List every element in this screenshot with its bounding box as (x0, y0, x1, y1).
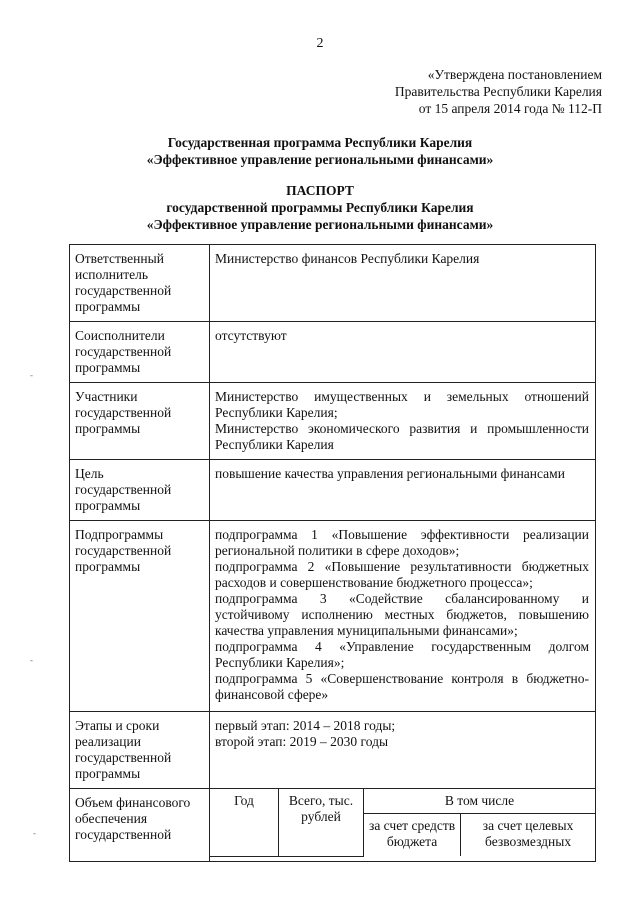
row-label-responsible: Ответственный исполнитель государственной программы (70, 245, 210, 322)
passport-title-line-1: ПАСПОРТ (286, 183, 354, 198)
page-number: 2 (316, 36, 324, 51)
row-value-responsible (210, 245, 596, 322)
finance-header-total: Всего, тыс. рублей (279, 789, 364, 856)
passport-title-line-3: «Эффективное управление региональными финансами» (146, 217, 494, 232)
approval-stamp (395, 66, 602, 117)
subprogram-item: подпрограмма 3 «Содействие сбалансированному и устойчивому исполнению местных бюджетов, повышению качества управления муниципальными финансами»; (215, 591, 589, 638)
table-row (70, 521, 596, 712)
finance-header-budget: за счет средств бюджета (364, 814, 461, 857)
finance-header-grants: за счет целевых безвозмездных (461, 814, 595, 857)
table-row (70, 322, 596, 383)
row-label-stages: Этапы и сроки реализации государственной программы (70, 712, 210, 789)
subprogram-item: подпрограмма 5 «Совершенствование контроля в бюджетно-финансовой сфере» (215, 671, 589, 702)
table-row-finance (70, 789, 596, 862)
finance-header-including: В том числе (364, 789, 596, 814)
program-title-line-1: Государственная программа Республики Карелия (167, 135, 473, 150)
row-label-goal: Цель государственной программы (70, 460, 210, 521)
passport-title (0, 182, 640, 233)
table-row (70, 712, 596, 789)
margin-mark: - (33, 828, 36, 838)
finance-header-year: Год (210, 789, 279, 856)
row-value-line: второй этап: 2019 – 2030 годы (215, 734, 389, 749)
table-row (70, 460, 596, 521)
row-value-line: повышение качества управления региональными финансами (215, 466, 565, 481)
row-value-co-executors (210, 322, 596, 383)
passport-title-line-2: государственной программы Республики Карелия (166, 200, 474, 215)
subprogram-item: подпрограмма 1 «Повышение эффективности реализации региональной политики в сфере доходов»; (215, 527, 589, 558)
row-value-line: Министерство финансов Республики Карелия (215, 251, 480, 266)
row-label-subprograms: Подпрограммы государственной программы (70, 521, 210, 712)
program-title (0, 134, 640, 168)
margin-mark: - (30, 655, 33, 665)
program-title-line-2: «Эффективное управление региональными финансами» (146, 152, 494, 167)
row-value-stages (210, 712, 596, 789)
row-value-subprograms (210, 521, 596, 712)
row-label-participants: Участники государственной программы (70, 383, 210, 460)
finance-subtable (210, 789, 595, 857)
row-value-line: Министерство экономического развития и промышленности Республики Карелия (215, 421, 589, 452)
subprogram-item: подпрограмма 2 «Повышение результативности бюджетных расходов и совершенствование бюджетного процесса»; (215, 559, 589, 590)
subprogram-item: подпрограмма 4 «Управление государственным долгом Республики Карелия»; (215, 639, 589, 670)
finance-subtable-cell (210, 789, 596, 862)
row-value-line: первый этап: 2014 – 2018 годы; (215, 718, 396, 733)
approval-line-2: Правительства Республики Карелия (394, 84, 602, 99)
table-row (70, 383, 596, 460)
margin-mark: - (30, 370, 33, 380)
row-value-line: Министерство имущественных и земельных отношений Республики Карелия; (215, 389, 589, 420)
row-value-participants (210, 383, 596, 460)
approval-line-1: «Утверждена постановлением (427, 67, 602, 82)
table-row (70, 245, 596, 322)
passport-table (69, 244, 596, 862)
row-value-goal (210, 460, 596, 521)
row-label-co-executors: Соисполнители государственной программы (70, 322, 210, 383)
row-value-line: отсутствуют (215, 328, 287, 343)
approval-line-3: от 15 апреля 2014 года № 112-П (418, 101, 602, 116)
row-label-finance: Объем финансового обеспечения государственной (70, 789, 210, 862)
